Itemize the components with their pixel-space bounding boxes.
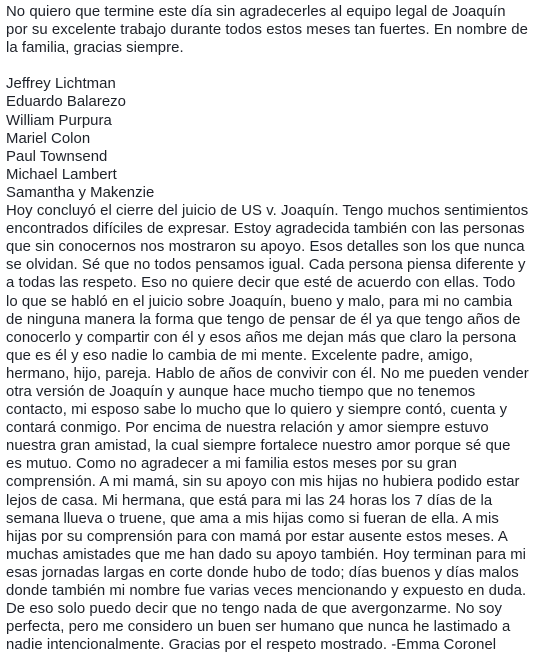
legal-team-list xyxy=(6,75,530,202)
legal-team-name: Eduardo Balarezo xyxy=(6,94,127,111)
legal-team-name: Paul Townsend xyxy=(6,148,108,165)
paragraph-spacer xyxy=(6,57,530,75)
body-paragraph: Hoy concluyó el cierre del juicio de US v. Joaquín. Tengo muchos sentimientos encontrados difíciles de expresar. Estoy agradecida también con las personas que sin conocernos nos mostraron su apoyo. Esos detalles son los que nunca se olvidan. Sé que no todos pensamos igual. Cada persona piensa diferente y a todas las respeto. Eso no quiere decir que esté de acuerdo con ellas. Todo lo que se habló en el juicio sobre Joaquín, bueno y malo, para mi no cambia de ninguna manera la forma que tengo de pensar de él ya que tengo años de conocerlo y compartir con él y esos años me dejan más que claro la persona que es él y eso nadie lo cambia de mi mente. Excelente padre, amigo, hermano, hijo, pareja. Hablo de años de convivir con él. No me pueden vender otra versión de Joaquín y aunque hace mucho tiempo que no tenemos contacto, mi esposo sabe lo mucho que lo quiero y siempre contó, cuenta y contará conmigo. Por encima de nuestra relación y amor siempre estuvo nuestra gran amistad, la cual siempre fortalece nuestro amor porque sé que es mutuo. Como no agradecer a mi familia estos meses por su gran comprensión. A mi mamá, sin su apoyo con mis hijas no hubiera podido estar lejos de casa. Mi hermana, que está para mi las 24 horas los 7 días de la semana llueva o truene, que ama a mis hijas como si fueran de ella. A mis hijas por su comprensión para con mamá por estar ausente estos meses. A muchas amistades que me han dado su apoyo también. Hoy terminan para mi esas jornadas largas en corte donde hubo de todo; días buenos y días malos donde también mi nombre fue varias veces mencionando y expuesto en duda. De eso solo puedo decir que no tengo nada de que avergonzarme. No soy perfecta, pero me considero un buen ser humano que nunca he lastimado a nadie intencionalmente. Gracias por el respeto mostrado. -Emma Coronel xyxy=(6,203,529,654)
intro-paragraph: No quiero que termine este día sin agradecerles al equipo legal de Joaquín por su excelente trabajo durante todos estos meses tan fuertes. En nombre de la familia, gracias siempre. xyxy=(6,4,528,57)
legal-team-name: Michael Lambert xyxy=(6,166,117,183)
legal-team-name: Jeffrey Lichtman xyxy=(6,76,116,93)
legal-team-name: Mariel Colon xyxy=(6,130,91,147)
legal-team-name: Samantha y Makenzie xyxy=(6,184,155,201)
legal-team-name: William Purpura xyxy=(6,112,112,129)
